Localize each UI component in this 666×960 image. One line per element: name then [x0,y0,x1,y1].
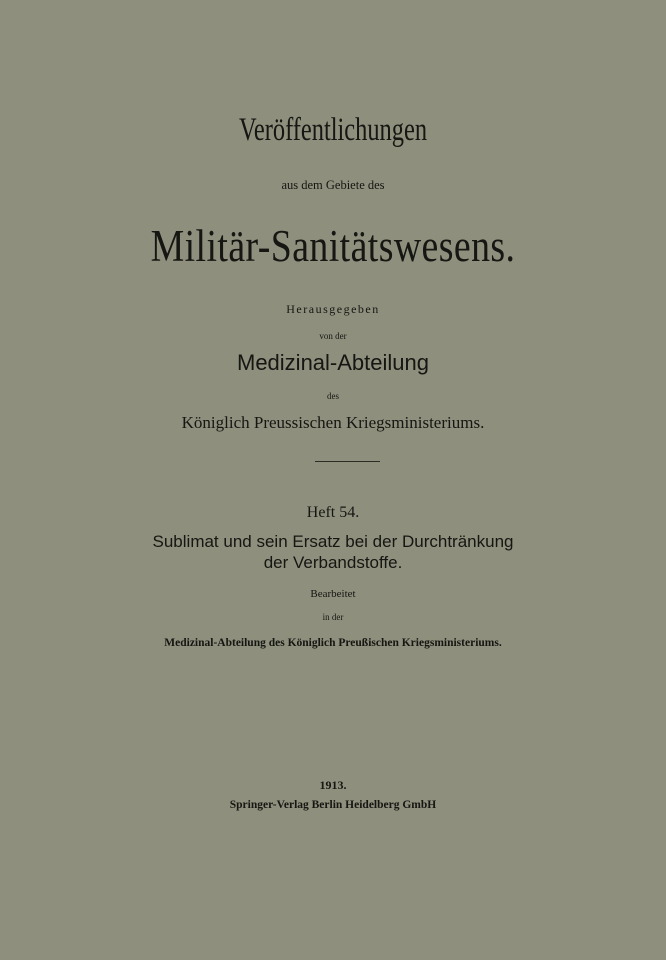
editor-des: des [327,391,339,401]
publication-year: 1913. [319,778,347,792]
issue-number: Heft 54. [306,504,360,521]
book-title-line-2: der Verbandstoffe. [263,553,403,572]
editor-von: von der [319,331,347,341]
editor-label: Herausgegeben [286,302,380,316]
prepared-in: in der [322,612,344,622]
divider-rule [315,461,380,462]
book-title-line-1: Sublimat und sein Ersatz bei der Durchtränkung [152,532,514,551]
series-main-title: Militär-Sanitätswesens. [150,221,516,271]
editor-ministry: Königlich Preussischen Kriegsministeriums. [181,413,485,432]
series-subtitle: aus dem Gebiete des [281,178,385,192]
publisher: Springer-Verlag Berlin Heidelberg GmbH [229,799,437,811]
prepared-label: Bearbeitet [310,588,356,600]
series-title: Veröffentlichungen [238,112,428,148]
editor-department: Medizinal-Abteilung [237,350,429,375]
prepared-department: Medizinal-Abteilung des Königlich Preußischen Kriegsministeriums. [164,637,502,649]
